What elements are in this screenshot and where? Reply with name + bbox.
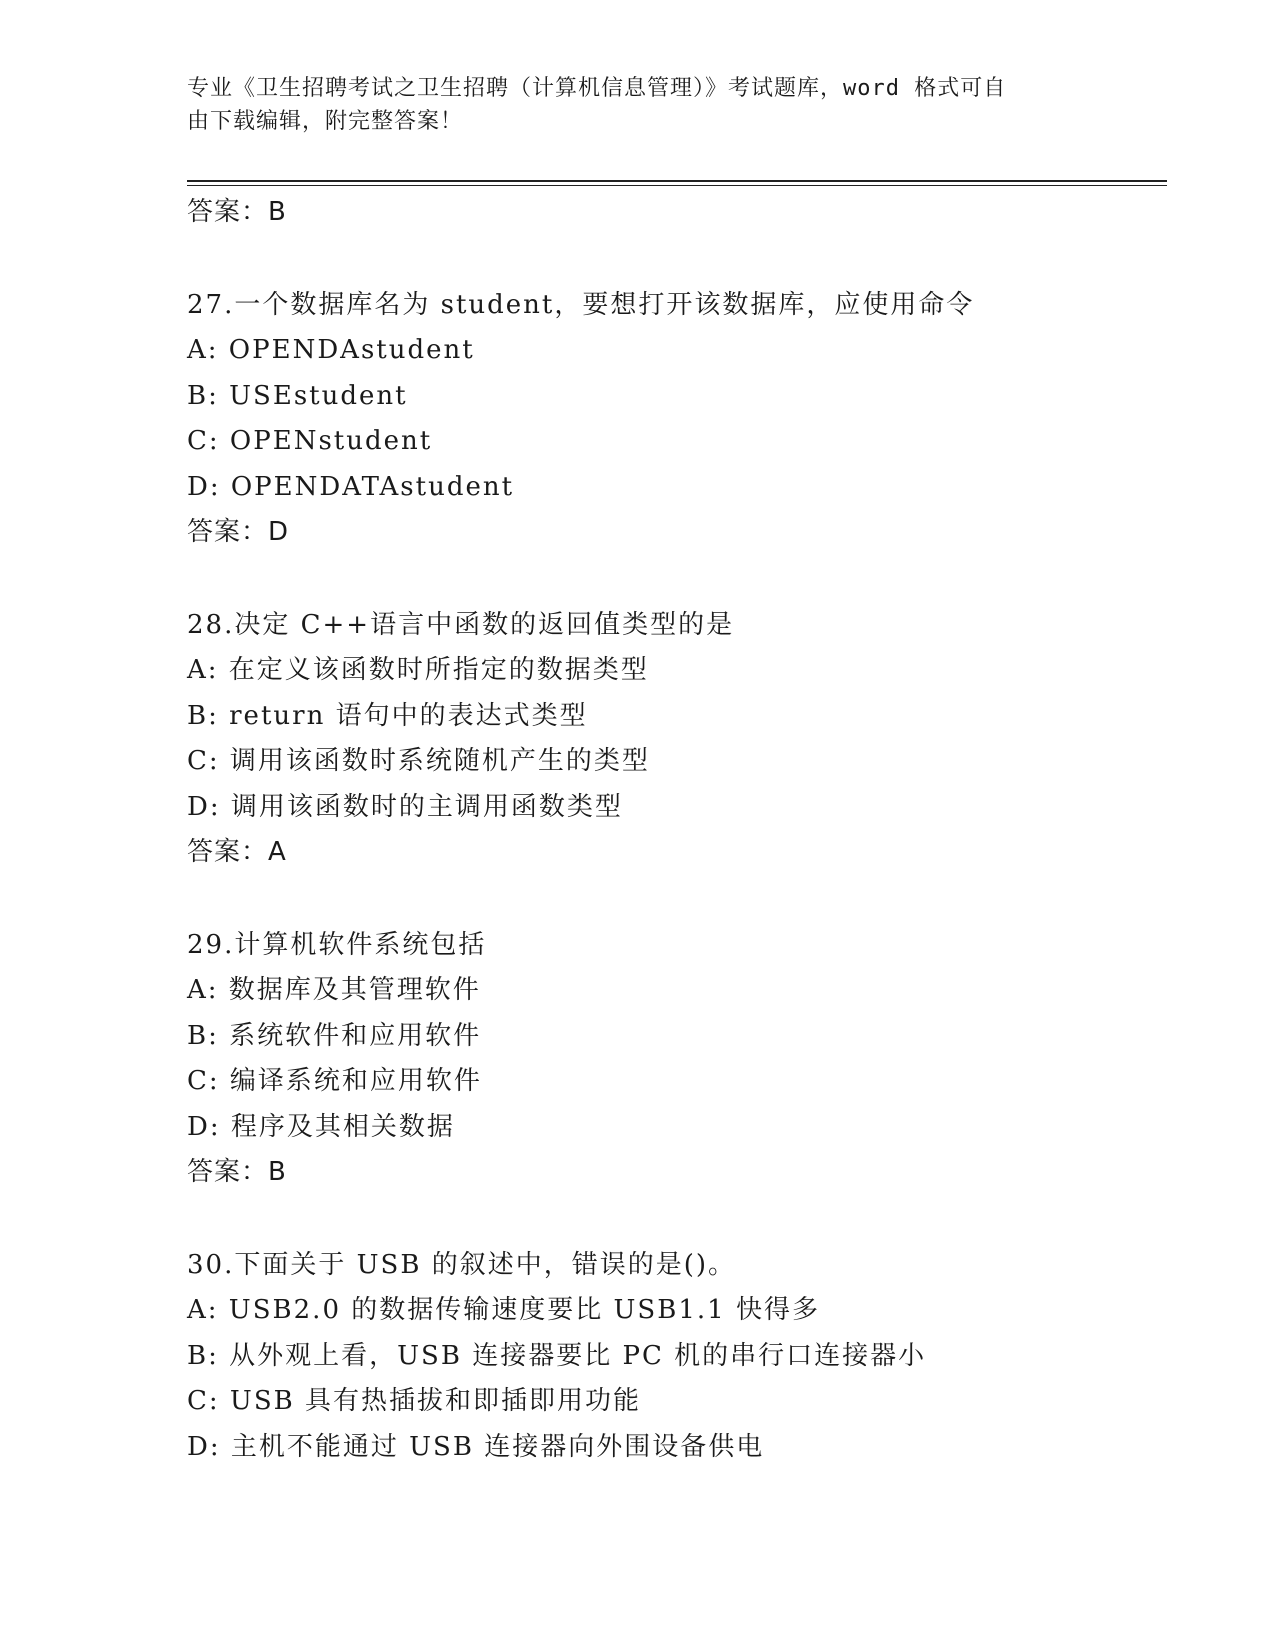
option-c: C: OPENstudent (187, 426, 433, 456)
option-b: B: return 语句中的表达式类型 (187, 700, 588, 731)
option-c: C: 调用该函数时系统随机产生的类型 (187, 746, 650, 776)
option-d: D: 调用该函数时的主调用函数类型 (187, 791, 623, 822)
option-b: B: USEstudent (187, 380, 408, 411)
header-divider-thick (187, 180, 1167, 182)
answer-label: 答案：B (187, 1157, 287, 1187)
question-stem: 27.一个数据库名为 student，要想打开该数据库，应使用命令 (187, 290, 975, 320)
option-a: A: 在定义该函数时所指定的数据类型 (187, 655, 649, 685)
previous-answer: 答案：B (187, 197, 287, 227)
option-a: A: USB2.0 的数据传输速度要比 USB1.1 快得多 (187, 1295, 820, 1325)
answer-label: 答案：D (187, 517, 290, 547)
question-29 (187, 922, 1167, 1194)
question-stem: 28.决定 C++语言中函数的返回值类型的是 (187, 610, 735, 640)
option-b: B: 从外观上看，USB 连接器要比 PC 机的串行口连接器小 (187, 1340, 927, 1371)
question-list (187, 190, 1167, 1470)
document-header (187, 72, 1087, 138)
option-d: D: OPENDATAstudent (187, 471, 515, 502)
option-a: A: 数据库及其管理软件 (187, 975, 481, 1005)
option-c: C: 编译系统和应用软件 (187, 1066, 482, 1096)
question-28 (187, 602, 1167, 874)
question-stem: 30.下面关于 USB 的叙述中，错误的是()。 (187, 1250, 736, 1280)
header-line-1: 专业《卫生招聘考试之卫生招聘（计算机信息管理）》考试题库，word 格式可自 (187, 76, 1007, 101)
answer-label: 答案：A (187, 837, 287, 867)
option-c: C: USB 具有热插拔和即插即用功能 (187, 1386, 642, 1416)
header-divider-thin (187, 185, 1167, 186)
option-d: D: 主机不能通过 USB 连接器向外围设备供电 (187, 1431, 765, 1462)
question-30 (187, 1242, 1167, 1470)
option-a: A: OPENDAstudent (187, 335, 475, 365)
header-line-2: 由下载编辑，附完整答案！ (187, 109, 464, 134)
question-27 (187, 282, 1167, 554)
option-d: D: 程序及其相关数据 (187, 1111, 455, 1142)
question-stem: 29.计算机软件系统包括 (187, 930, 487, 960)
option-b: B: 系统软件和应用软件 (187, 1020, 482, 1051)
